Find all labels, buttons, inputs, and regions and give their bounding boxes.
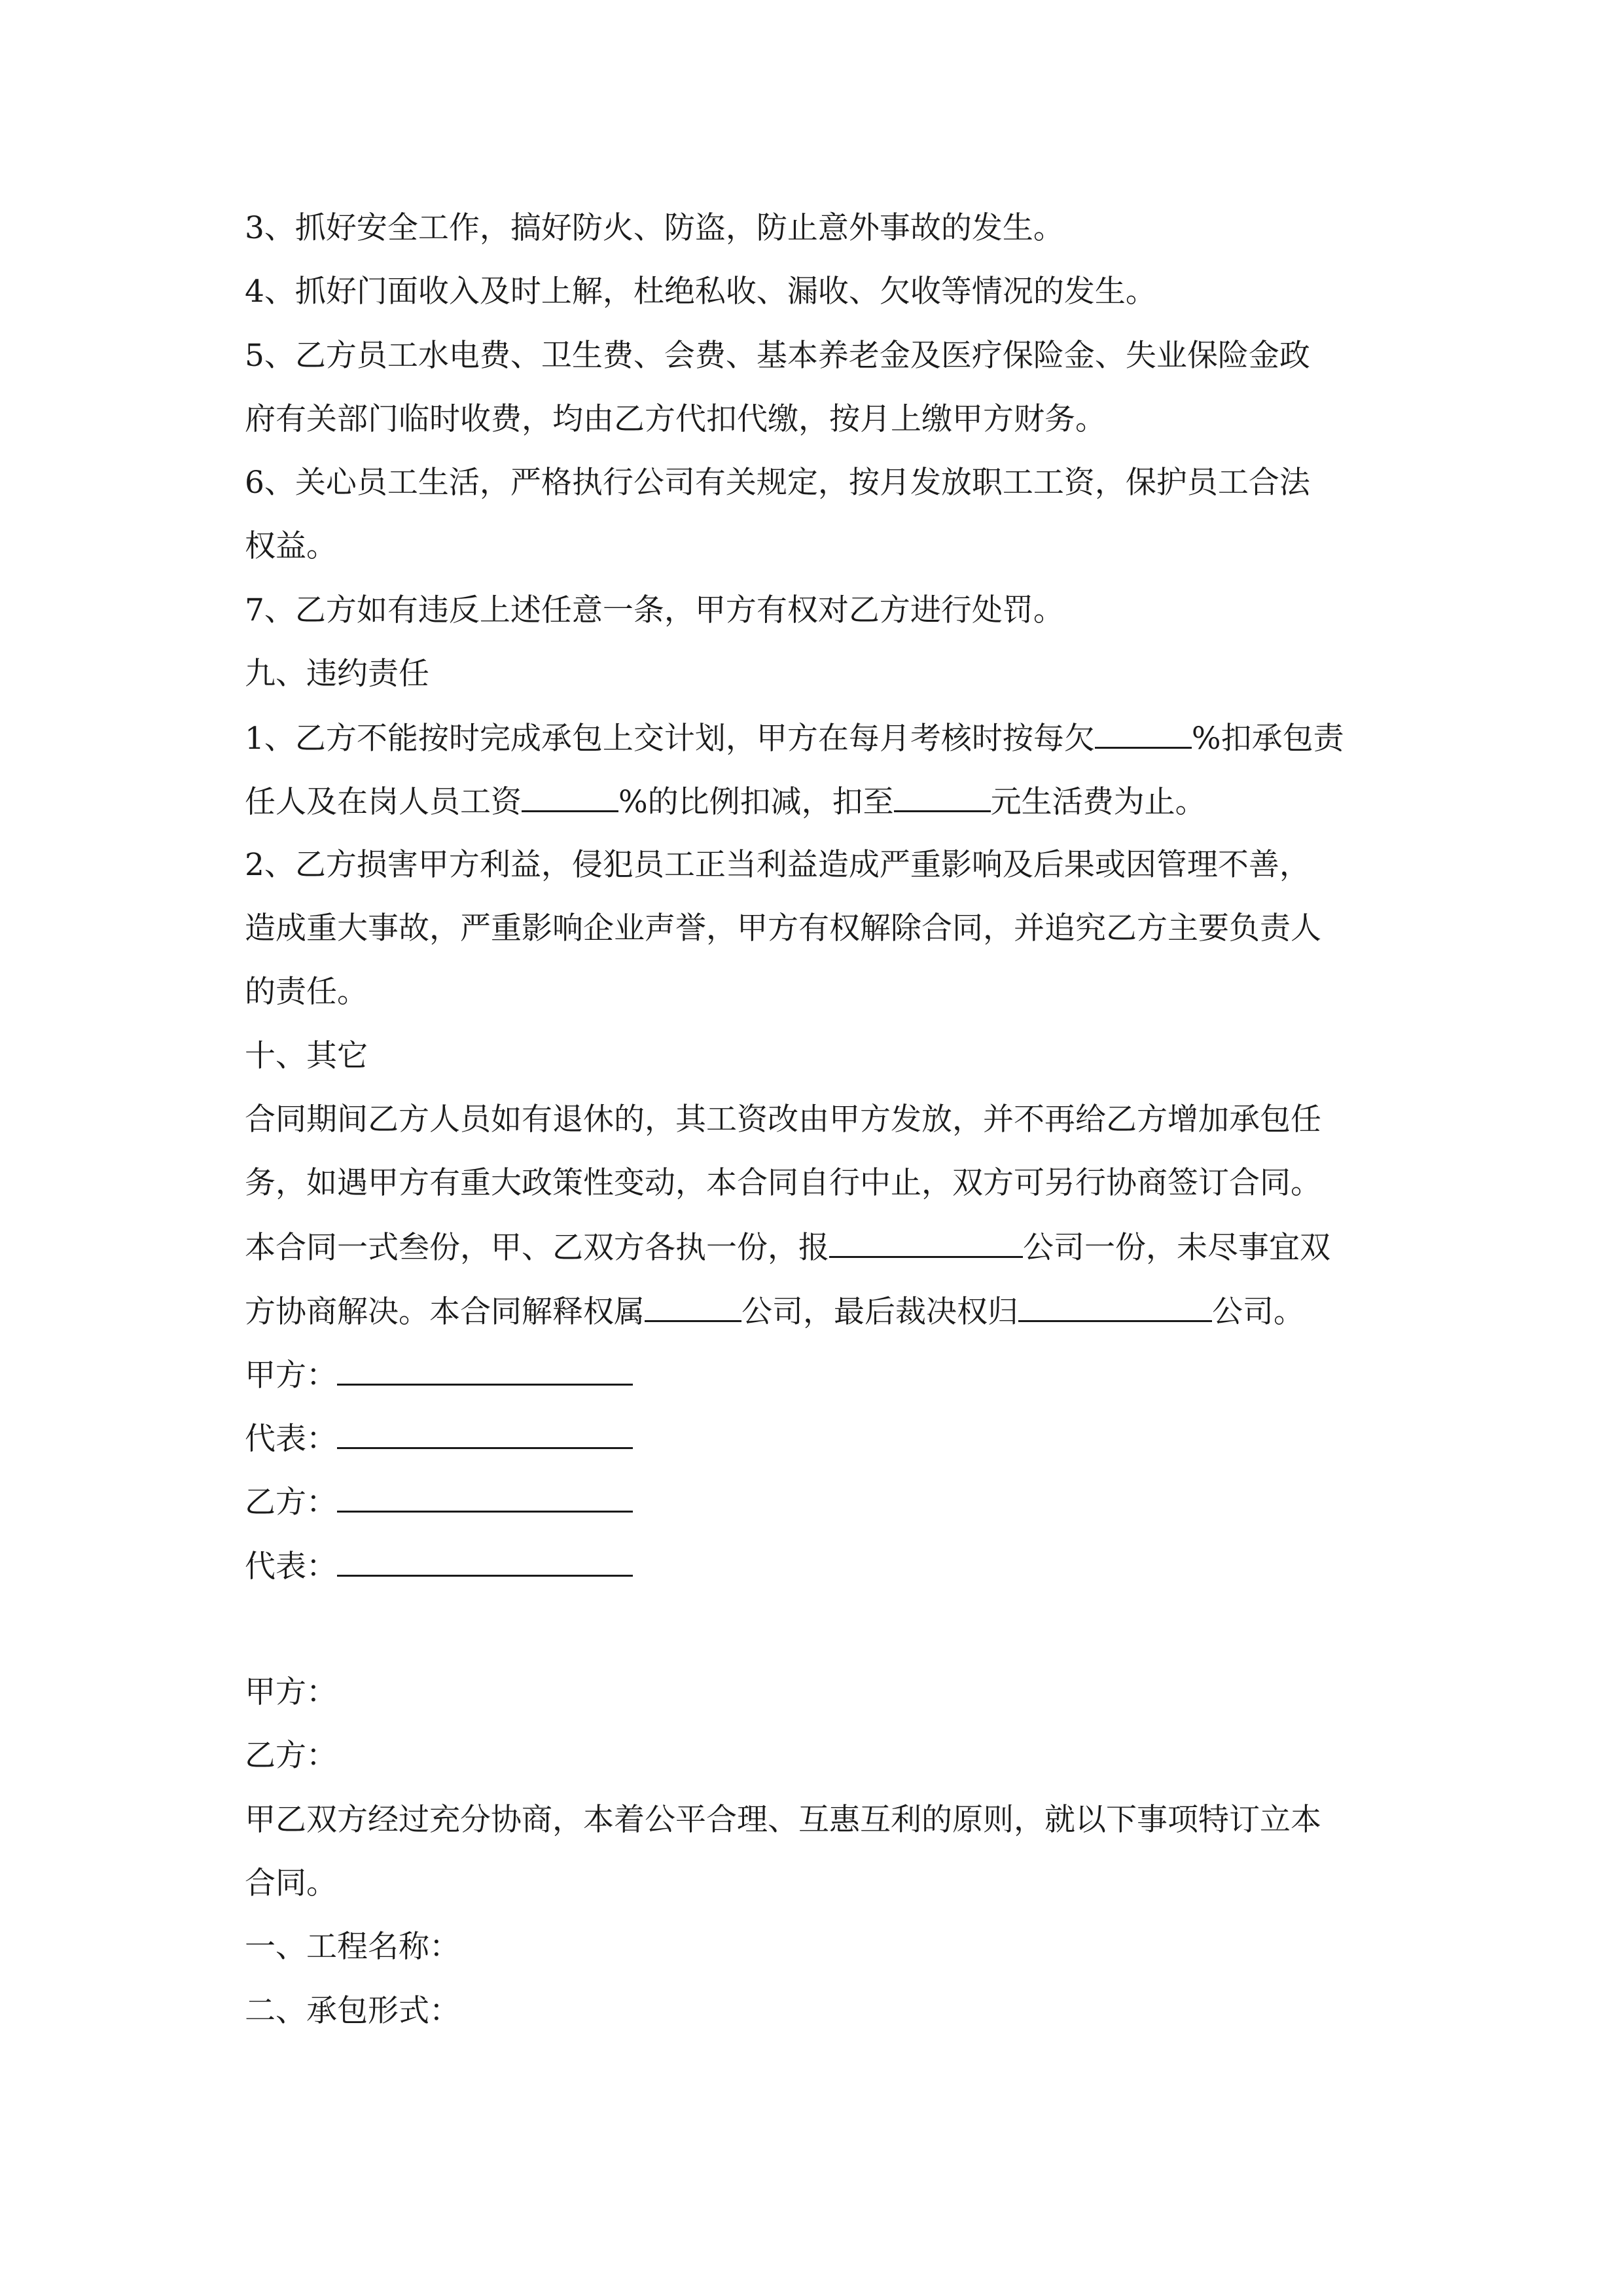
section-10-paragraph-2-line-1 (245, 1227, 1330, 1266)
new-contract-item-1: 一、工程名称： (245, 1929, 460, 1965)
company-blank-1 (829, 1227, 1023, 1258)
section-9-item-1-text-b: %扣承包责 (1191, 721, 1344, 757)
clause-8-item-5-line-2: 府有关部门临时收费，均由乙方代扣代缴，按月上缴甲方财务。 (245, 401, 1106, 437)
amount-blank (894, 781, 991, 812)
signature-rep-b (245, 1546, 633, 1585)
signature-party-a-blank (337, 1355, 633, 1386)
section-10-paragraph-1-line-1: 合同期间乙方人员如有退休的，其工资改由甲方发放，并不再给乙方增加承包任 (245, 1102, 1321, 1138)
clause-8-item-6-line-1: 6、关心员工生活，严格执行公司有关规定，按月发放职工工资，保护员工合法 (245, 465, 1310, 501)
section-10-paragraph-1-line-2: 务，如遇甲方有重大政策性变动，本合同自行中止，双方可另行协商签订合同。 (245, 1165, 1321, 1201)
company-blank-2 (645, 1291, 741, 1322)
section-9-item-2-line-2: 造成重大事故，严重影响企业声誉，甲方有权解除合同，并追究乙方主要负责人 (245, 910, 1321, 946)
section-9-item-1-line-1 (245, 718, 1344, 757)
percent-blank-2 (522, 781, 618, 812)
company-blank-3 (1018, 1291, 1212, 1322)
section-10-p2-text-a: 本合同一式叁份，甲、乙双方各执一份，报 (245, 1230, 829, 1266)
section-9-heading: 九、违约责任 (245, 656, 429, 692)
signature-party-a-label: 甲方： (245, 1357, 337, 1393)
section-9-item-2-line-3: 的责任。 (245, 974, 368, 1010)
signature-rep-a (245, 1418, 633, 1458)
new-contract-party-b: 乙方： (245, 1738, 337, 1774)
clause-8-item-7: 7、乙方如有违反上述任意一条，甲方有权对乙方进行处罚。 (245, 592, 1064, 628)
section-10-paragraph-2-line-2 (245, 1291, 1304, 1331)
section-10-heading: 十、其它 (245, 1038, 368, 1074)
section-10-p2-text-e: 公司。 (1212, 1294, 1304, 1330)
percent-blank-1 (1095, 718, 1192, 749)
signature-party-b-label: 乙方： (245, 1484, 337, 1520)
new-contract-party-a: 甲方： (245, 1674, 337, 1710)
signature-rep-a-label: 代表： (245, 1421, 337, 1457)
new-contract-intro-line-1: 甲乙双方经过充分协商，本着公平合理、互惠互利的原则，就以下事项特订立本 (245, 1802, 1321, 1838)
signature-rep-a-blank (337, 1418, 633, 1449)
section-10-p2-text-d: 公司，最后裁决权归 (741, 1294, 1018, 1330)
section-9-item-2-line-1: 2、乙方损害甲方利益，侵犯员工正当利益造成严重影响及后果或因管理不善， (245, 847, 1310, 883)
section-9-item-1-line-2 (245, 781, 1206, 821)
clause-8-item-3: 3、抓好安全工作，搞好防火、防盗，防止意外事故的发生。 (245, 210, 1064, 246)
signature-rep-b-blank (337, 1546, 633, 1577)
section-9-item-1-text-c: 任人及在岗人员工资 (245, 784, 522, 820)
section-10-p2-text-c: 方协商解决。本合同解释权属 (245, 1294, 645, 1330)
clause-8-item-5-line-1: 5、乙方员工水电费、卫生费、会费、基本养老金及医疗保险金、失业保险金政 (245, 338, 1310, 374)
signature-party-a (245, 1355, 633, 1394)
signature-party-b-blank (337, 1482, 633, 1513)
new-contract-item-2: 二、承包形式： (245, 1993, 460, 2029)
signature-party-b (245, 1482, 633, 1521)
section-10-p2-text-b: 公司一份，未尽事宜双 (1023, 1230, 1330, 1266)
clause-8-item-6-line-2: 权益。 (245, 528, 337, 564)
new-contract-intro-line-2: 合同。 (245, 1865, 337, 1901)
section-9-item-1-text-e: 元生活费为止。 (990, 784, 1206, 820)
section-9-item-1-text-d: %的比例扣减，扣至 (618, 784, 894, 820)
signature-rep-b-label: 代表： (245, 1549, 337, 1585)
section-9-item-1-text-a: 1、乙方不能按时完成承包上交计划，甲方在每月考核时按每欠 (245, 721, 1095, 757)
clause-8-item-4: 4、抓好门面收入及时上解，杜绝私收、漏收、欠收等情况的发生。 (245, 274, 1156, 310)
